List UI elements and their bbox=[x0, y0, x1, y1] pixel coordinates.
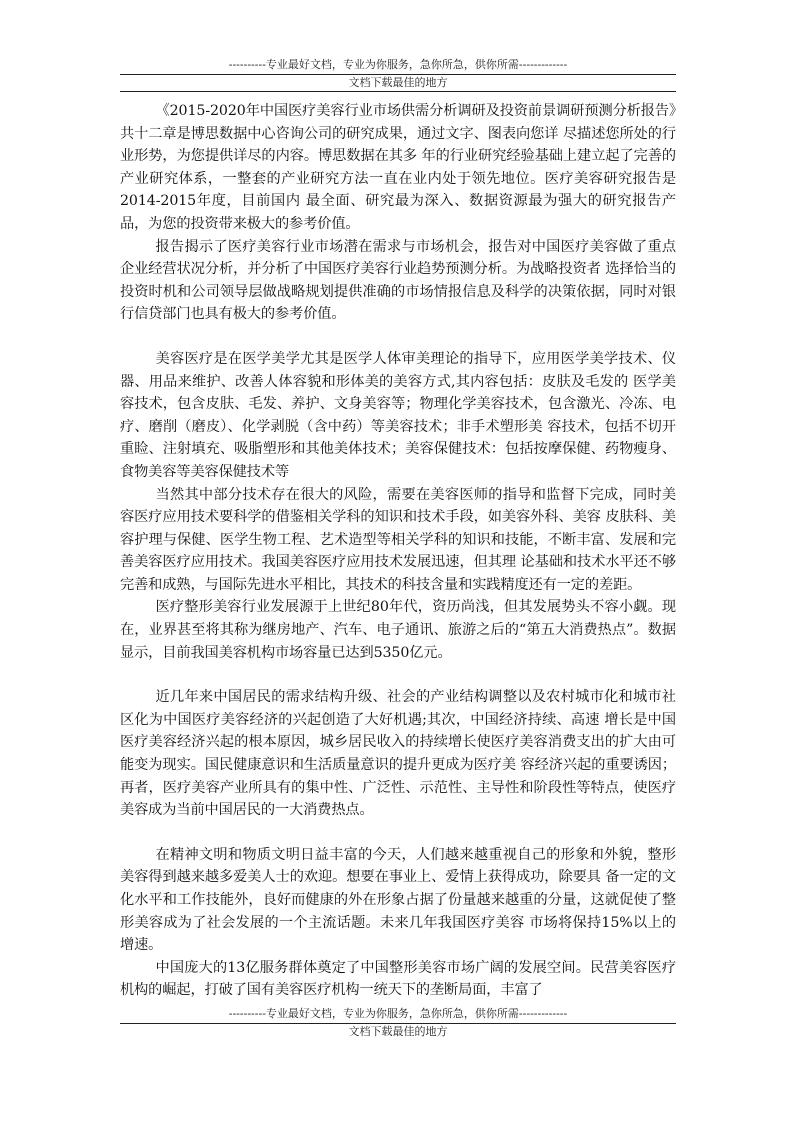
header-subtitle: 文档下载最佳的地方 bbox=[348, 76, 448, 89]
paragraph-3: 美容医疗是在医学美学尤其是医学人体审美理论的指导下，应用医学美学技术、仪器、用品来维护、改善人体容貌和形体美的美容方式,其内容包括：皮肤及毛发的 医学美容技术，包含皮肤、毛发、养护、文身美容等；物理化学美容技术，包含激光、冷冻、电疗、磨削（磨皮）、化学剥脱（含中药）等美容技术；非手术塑形美 容技术，包括不切开重睑、注射填充、吸脂塑形和其他美体技术；美容保健技术：包括按摩保健、药物瘦身、食物美容等美容保健技术等 bbox=[120, 350, 676, 480]
header-rule bbox=[120, 74, 676, 75]
footer-slogan: ----------专业最好文档，专业为你服务，急你所急，供你所需------------- bbox=[228, 1007, 568, 1020]
paragraph-gap bbox=[120, 664, 676, 686]
paragraph-gap bbox=[120, 822, 676, 844]
paragraph-6: 近几年来中国居民的需求结构升级、社会的产业结构调整以及农村城市化和城市社区化为中国医疗美容经济的兴起创造了大好机遇;其次，中国经济持续、高速 增长是中国医疗美容经济兴起的根本原因，城乡居民收入的持续增长使医疗美容消费支出的扩大由可能变为现实。国民健康意识和生活质量意识的提升更成为医疗美 容经济兴起的重要诱因；再者，医疗美容产业所具有的集中性、广泛性、示范性、主导性和阶段性等特点，使医疗美容成为当前中国居民的一大消费热点。 bbox=[120, 689, 676, 819]
paragraph-8: 中国庞大的13亿服务群体奠定了中国整形美容市场广阔的发展空间。民营美容医疗机构的崛起，打破了国有美容医疗机构一统天下的垄断局面，丰富了 bbox=[120, 959, 676, 999]
paragraph-4: 当然其中部分技术存在很大的风险，需要在美容医师的指导和监督下完成，同时美容医疗应用技术要科学的借鉴相关学科的知识和技术手段，如美容外科、美容 皮肤科、美容护理与保健、医学生物工程、艺术造型等相关学科的知识和技能，不断丰富、发展和完善美容医疗应用技术。我国美容医疗应用技术发展迅速，但其理 论基础和技术水平还不够完善和成熟，与国际先进水平相比，其技术的科技含量和实践精度还有一定的差距。 bbox=[120, 486, 676, 593]
header-slogan: ----------专业最好文档，专业为你服务，急你所急，供你所需------------- bbox=[228, 58, 568, 71]
footer-subtitle: 文档下载最佳的地方 bbox=[348, 1025, 448, 1038]
paragraph-7: 在精神文明和物质文明日益丰富的今天，人们越来越重视自己的形象和外貌，整形美容得到越来越多爱美人士的欢迎。想要在事业上、爱情上获得成功，除要具 备一定的文化水平和工作技能外，良好而健康的外在形象占据了份量越来越重的分量，这就促使了整形美容成为了社会发展的一个主流话题。未来几年我国医疗美容 市场将保持15%以上的增速。 bbox=[120, 846, 676, 954]
document-body bbox=[120, 100, 676, 1002]
paragraph-gap bbox=[120, 326, 676, 348]
header-rule-thin bbox=[120, 91, 676, 92]
paragraph-1: 《2015-2020年中国医疗美容行业市场供需分析调研及投资前景调研预测分析报告》共十二章是博思数据中心咨询公司的研究成果，通过文字、图表向您详 尽描述您所处的行业形势，为您提供详尽的内容。博思数据在其多 年的行业研究经验基础上建立起了完善的产业研究体系，一整套的产业研究方法一直在业内处于领先地位。医疗美容研究报告是2014-2015年度，目前国内 最全面、研究最为深入、数据资源最为强大的研究报告产品，为您的投资带来极大的参考价值。 bbox=[120, 103, 676, 232]
paragraph-5: 医疗整形美容行业发展源于上世纪80年代，资历尚浅，但其发展势头不容小觑。现在，业界甚至将其称为继房地产、汽车、电子通讯、旅游之后的“第五大消费热点”。数据显示，目前我国美容机构市场容量已达到5350亿元。 bbox=[120, 599, 676, 661]
page-header-top bbox=[120, 58, 676, 92]
page-footer bbox=[120, 1007, 676, 1039]
paragraph-2: 报告揭示了医疗美容行业市场潜在需求与市场机会，报告对中国医疗美容做了重点企业经营状况分析，并分析了中国医疗美容行业趋势预测分析。为战略投资者 选择恰当的投资时机和公司领导层做战略规划提供准确的市场情报信息及科学的决策依据，同时对银行信贷部门也具有极大的参考价值。 bbox=[120, 238, 676, 323]
footer-rule bbox=[120, 1023, 676, 1024]
